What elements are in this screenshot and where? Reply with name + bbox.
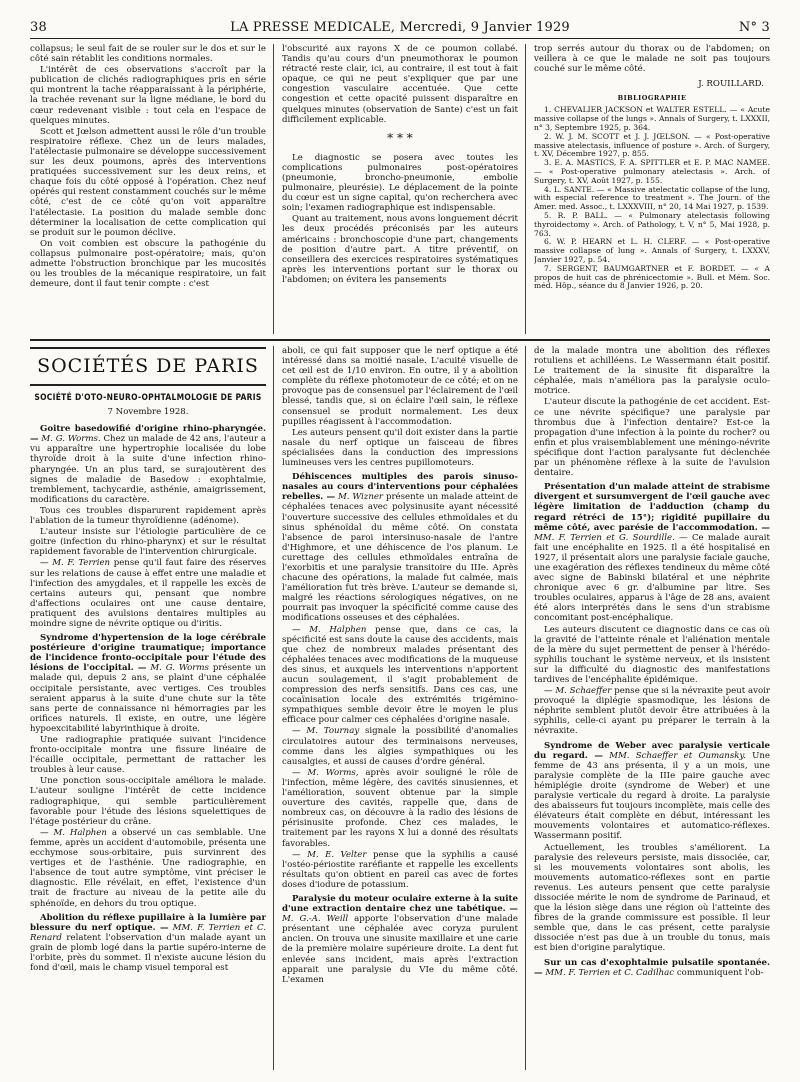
communication: Déhiscences multiples des parois sinuso-nasales au cours d'interventions pour céphalées rebelles. — M. Wizner présente un malade atteint de céphalées tenaces avec polysinusite ayant nécessité l'ouverture successive des cellules ethmoïdales et du sinus sphénoïdal du même côté. On constata l'absence de paroi intersinuso-nasale de l'antre d'Highmore, et une déhiscence de l'os planum. Le curettage des cellules ethmoïdales entraîna de l'exorbitis et une paralysie transitoire du IIIe. Après chacune des opérations, la malade fut calmée, mais l'amélioration fut très brève. L'auteur se demande si, malgré les réactions sérologiques négatives, on ne pourrait pas invoquer la spécificité comme cause des modifications osseuses et des céphalées. (282, 472, 518, 624)
top-column-1 (30, 44, 266, 336)
communication: Abolition du réflexe pupillaire à la lumière par blessure du nerf optique. — MM. F. Terrien et C. Renard relatent l'observation d'un malade ayant un grain de plomb logé dans la partie supéro-interne de l'orbite, près du sommet. Il n'existe aucune lésion du fond d'œil, mais le champ visuel temporal est (30, 912, 266, 974)
bibliography-heading: BIBLIOGRAPHIE (617, 94, 687, 103)
paragraph: l'obscurité aux rayons X de ce poumon collabé. Tandis qu'au cours d'un pneumothorax le poumon rétracté reste clair, ici, au contraire, il est tout à fait opaque, ce qui ne peut s'expliquer que par une congestion vasculaire accentuée. Que cette congestion et cette opacité puissent disparaître en quelques minutes (observation de Sante) c'est un fait difficilement explicable. (282, 44, 518, 125)
column-divider (273, 346, 274, 1070)
session-date: 7 Novembre 1928. (107, 407, 189, 418)
issue-number: N° 3 (738, 20, 770, 35)
communication: Syndrome d'hypertension de la loge cérébrale postérieure d'origine traumatique; importance de l'incidence fronto-occipitale pour l'étude des lésions de l'occipital. — M. G. Worms présente un malade qui, depuis 2 ans, se plaint d'une céphalée occipitale persistante, avec vertiges. Ces troubles seraient apparus à la suite d'une chute sur la tête sans perte de connaissance ni hémorragies par les orifices naturels. Il existe, en outre, une légère hypoexcitabilité labyrinthique à droite. (30, 633, 266, 734)
author: — M. Worms, (292, 767, 359, 778)
author: M. G.-A. Weill (282, 914, 349, 925)
top-column-3 (534, 44, 770, 336)
paragraph: — M. F. Terrien pense qu'il faut faire des réserves sur les relations de cause à effet entre une maladie et l'infection des amygdales, et il rappelle les excès de certains auteurs qui, pensant que nombre d'affections oculaires ont une cause dentaire, pratiquent des avulsions dentaires multiples au moindre signe de névrite optique ou d'iritis. (30, 558, 266, 629)
bibliography-entry: 2. W. J. M. SCOTT et J. J. JŒLSON. — « Post-operative massive atelectasis, influence of posture ». Arch. of Surgery, t. XV, Décembre 1927, p. 855. (534, 131, 770, 159)
communication-title: Syndrome d'hypertension de la loge cérébrale postérieure d'origine traumatique; importance de l'incidence fronto-occipitale pour l'étude des lésions de l'occipital. — (30, 633, 266, 674)
author: M. G. Worms. (41, 434, 101, 445)
paragraph: Une radiographie pratiquée suivant l'incidence fronto-occipitale montra une fissure linéaire de l'écaille occipitale, permettant de rattacher les troubles à leur cause. (30, 735, 266, 776)
bottom-column-3 (534, 346, 770, 1074)
communication: Paralysie du moteur oculaire externe à la suite d'une extraction dentaire chez une tabétique. — M. G.-A. Weill apporte l'observation d'une malade présentant une céphalée avec coryza purulent ancien. On trouva une sinusite maxillaire et une carie de la première molaire supérieure droite. La dent fut enlevée sans incident, mais après l'extraction apparait une paralysie du VIe du même côté. L'examen (282, 893, 518, 985)
author: — M. F. Terrien (40, 558, 111, 569)
author: MM. F. Terrien et C. Cadilhac (545, 967, 675, 978)
communication: Syndrome de Weber avec paralysie verticale du regard. — MM. Schaeffer et Oumansky. Une femme de 43 ans présenta, il y a un mois, une paralysie complète de la IIIe paire gauche avec hémiplégie droite (syndrome de Weber) et une paralysie verticale du regard à droite. La paralysie des abaisseurs fut toujours incomplète, mais celle des élévateurs était complète en début, intéressant les mouvements volontaires et automatico-réflexes. Wassermann positif. (534, 740, 770, 842)
author: — M. Tournay (292, 726, 360, 737)
paragraph: Le diagnostic se posera avec toutes les complications pulmonaires post-opératoires (pneumonie, broncho-pneumonie, embolie pulmonaire, pleurésie). Le déplacement de la pointe du cœur est un signe capital, qu'on recherchera avec soin; l'examen radiographique est indispensable. (282, 152, 518, 214)
paragraph: — M. Schaeffer pense que si la névraxite peut avoir provoqué la diplégie spasmodique, les lésions de néphrite semblent plutôt devoir être attribuées à la syphilis, celle-ci ayant pu préparer le terrain à la névraxite. (534, 686, 770, 737)
communication-title: Déhiscences multiples des parois sinuso-nasales au cours d'interventions pour céphalées rebelles. — (282, 472, 518, 503)
paragraph: Tous ces troubles disparurent rapidement après l'ablation de la tumeur thyroïdienne (adénome). (30, 505, 266, 527)
banner-title: SOCIÉTÉS DE PARIS (37, 355, 259, 377)
top-column-2 (282, 44, 518, 336)
paragraph: Une ponction sous-occipitale améliora le malade. L'auteur souligne l'intérêt de cette incidence radiographique, qui semble particulièrement favorable pour l'étude des lésions squelettiques de l'étage postérieur du crâne. (30, 776, 266, 827)
column-divider (273, 44, 274, 334)
paragraph: — M. E. Velter pense que la syphilis a causé l'ostéo-périostite raréfiante et rappelle les excellents résultats qu'on obtient en pareil cas avec de fortes doses d'iodure de potassium. (282, 849, 518, 890)
page-number: 38 (30, 20, 47, 35)
author: MM. F. Terrien et C. Renard (30, 922, 266, 943)
communication-title: Abolition du réflexe pupillaire à la lumière par blessure du nerf optique. — (30, 912, 266, 933)
column-divider (525, 346, 526, 1070)
paragraph: Quant au traitement, nous avons longuement décrit les deux procédés préconisés par les auteurs américains : bronchoscopie d'une part, changements de position d'autre part. A titre préventif, on conseillera des exercices respiratoires systématiques après les interventions portant sur le thorax ou l'abdomen; on évitera les pansements (282, 214, 518, 285)
section-separator: * * * (387, 130, 413, 145)
author: MM. Schaeffer et Oumansky. (609, 750, 746, 761)
paragraph: — M. Halphen a observé un cas semblable. Une femme, après un accident d'automobile, présenta une ecchymose sous-orbitaire, puis survinrent des vertiges et de l'asthénie. Une radiographie, en l'absence de tout autre symptôme, vint préciser le diagnostic. Elle révélait, en effet, l'existence d'un trait de fracture au niveau de la petite aile du sphénoïde, en dehors du trou optique. (30, 827, 266, 909)
bibliography-entry: 3. E. A. MASTICS, F. A. SPITTLER et E. P. MAC NAMEE. — « Post-operative pulmonary atelectasis ». Arch. of Surgery, t. XV, Août 1927, p. 155. (534, 158, 770, 185)
paragraph: Actuellement, les troubles s'améliorent. La paralysie des releveurs persiste, mais dissociée, car, si les mouvements volontaires sont abolis, les mouvements automatico-réflexes sont en partie revenus. Les auteurs pensent que cette paralysie dissociée mérite le nom de syndrome de Parinaud, et que la lésion siège dans une région où l'atteinte des fibres de la grande commissure est possible. Il leur semble que, dans le cas présent, cette paralysie dissociée n'est pas due à un trouble du tonus, mais est bien d'origine paralytique. (534, 842, 770, 954)
bibliography-entry: 6. W. P. HEARN et L. H. CLERF. — « Post-operative massive collapse of lung ». Annals of Surgery, t. LXXXV, Janvier 1927, p. 54. (534, 237, 770, 265)
communication: Présentation d'un malade atteint de strabisme divergent et sursumvergent de l'œil gauche avec légère limitation de l'adduction (champ du regard rétréci de 15°); rigidité pupillaire du même côté, avec parésie de l'accommodation. — MM. F. Terrien et G. Sourdille. — Ce malade aurait fait une encéphalite en 1925. Il a été hospitalisé en 1927, il présentait alors une paralysie faciale gauche, une exagération des réflexes tendineux du même côté avec signe de Babinski bilatéral et une néphrite chronique avec 6 gr. d'albumine par litre. Ses troubles oculaires, apparus à l'âge de 28 ans, avaient été alors interprétés dans le sens d'un strabisme concomitant post-encéphalique. (534, 482, 770, 624)
author: — M. Halphen (292, 624, 367, 635)
communication-title: Présentation d'un malade atteint de strabisme divergent et sursumvergent de l'œil gauche avec légère limitation de l'adduction (champ du regard rétréci de 15°); rigidité pupillaire du même côté, avec parésie de l'accommodation. — (534, 482, 770, 533)
communication-title: Sur un cas d'exophtalmie pulsatile spontanée. — (534, 957, 770, 978)
paragraph: de la malade montra une abolition des réflexes rotuliens et achilléens. Le Wassermann était positif. Le traitement de la sinusite fit disparaître la céphalée, mais n'améliora pas la paralysie oculo-motrice. (534, 346, 770, 397)
author: MM. F. Terrien et G. Sourdille. (534, 532, 675, 543)
bibliography-entry: 1. CHEVALIER JACKSON et WALTER ESTELL. — « Acute massive collapse of the lungs ». Annals of Surgery, t. LXXXII, n° 3, Septembre 1925, p. 364. (534, 105, 770, 133)
paragraph: Les auteurs discutent ce diagnostic dans ce cas où la gravité de l'atteinte rénale et l'aliénation mentale de la mère du sujet permettent de penser à l'hérédo-syphilis touchant le système nerveux, et ils insistent sur la difficulté du diagnostic des manifestations tardives de l'encéphalite épidémique. (534, 624, 770, 685)
paragraph: trop serrés autour du thorax ou de l'abdomen; on veillera à ce que le malade ne soit pas toujours couché sur le même côté. (534, 44, 770, 75)
paragraph: L'auteur discute la pathogénie de cet accident. Est-ce une névrite spécifique? une paralysie par thrombus due à l'infection dentaire? Est-ce la propagation d'une infection à la pointe du rocher? ou enfin et plus vraisemblablement une méningo-névrite spécifique dont l'action paralysante fut déclenchée par un phénomène réflexe à la suite de l'avulsion dentaire. (534, 397, 770, 479)
article-signature: J. ROUILLARD. (698, 79, 764, 90)
section-divider (30, 339, 770, 341)
paragraph: L'auteur insiste sur l'étiologie particulière de ce goitre (infection du rhino-pharynx) et sur le résultat rapidement favorable de l'intervention chirurgicale. (30, 527, 266, 558)
journal-title: LA PRESSE MEDICALE, Mercredi, 9 Janvier 1929 (230, 20, 570, 35)
paragraph: — M. Worms, après avoir souligné le rôle de l'infection, même légère, des cavités sinusiennes, et l'amélioration, souvent obtenue par la simple ouverture des cavités, rappelle que, dans de nombreux cas, on découvre à la radio des lésions de périsinusite profonde. Chez ces malades, le traitement par les rayons X lui a donné des résultats favorables. (282, 767, 518, 849)
page-header (30, 20, 770, 39)
societes-banner (30, 347, 266, 386)
author: M. G. Worms (150, 663, 209, 674)
paragraph: L'intérêt de ces observations s'accroît par la publication de clichés radiographiques pris en série qui montrent la tache réapparaissant à la périphérie, la trachée revenant sur la ligne médiane, le bord du cœur redevenant visible : tout cela en l'espace de quelques minutes. (30, 65, 266, 126)
communication-title: Paralysie du moteur oculaire externe à la suite d'une extraction dentaire chez une tabétique. — (282, 893, 518, 915)
paragraph: — M. Halphen pense que, dans ce cas, la spécificité est sans doute la cause des accidents, mais que chez de nombreux malades présentant des céphalées tenaces avec modifications de la muqueuse des sinus, et auxquels les interventions n'apportent aucun soulagement, il s'agit probablement de compression des nerfs sensitifs. Dans ces cas, une cocaïnisation locale des extrémités trigémino-sympathiques semble devoir être le moyen le plus efficace pour calmer ces céphalées d'origine nasale. (282, 624, 518, 726)
communication: Sur un cas d'exophtalmie pulsatile spontanée. — MM. F. Terrien et C. Cadilhac communiquent l'ob- (534, 957, 770, 978)
author: — M. Halphen (40, 827, 107, 838)
paragraph: collapsus; le seul fait de se rouler sur le dos et sur le côté sain rétablit les conditions normales. (30, 44, 266, 65)
bibliography-entry: 7. SERGENT, BAUMGARTNER et F. BORDET. — « A propos de huit cas de phrénicectomie ». Bull. et Mém. Soc. méd. Hôp., séance du 8 Janvier 1926, p. 20. (534, 263, 770, 291)
society-name: SOCIÉTÉ D'OTO-NEURO-OPHTALMOLOGIE DE PARIS (34, 392, 262, 402)
communication-title: Syndrome de Weber avec paralysie verticale du regard. — (534, 740, 770, 761)
author: — M. Schaeffer (544, 686, 612, 697)
bottom-column-2 (282, 346, 518, 1074)
paragraph: Scott et Jœlson admettent aussi le rôle d'un trouble respiratoire réflexe. Chez un de leurs malades, l'atélectasie pulmonaire se développe successivement sur les deux poumons, après des interventions pratiquées successivement sur les deux reins, et chaque fois du côté opposé à l'opération. Chez neuf opérés qui restent constamment couchés sur le même côté, c'est de ce côté qu'on voit apparaître l'atélectasie. La position du malade semble donc déterminer la localisation de cette complication qui se produit sur le poumon déclive. (30, 126, 266, 238)
bibliography-entry: 4. L. SANTE. — « Massive atelectatic collapse of the lung, with especial reference to treatment ». The Journ. of the Amer. med. Assoc., t. LXXXVIII, n° 20, 14 Mai 1927, p. 1539. (534, 184, 770, 212)
communication-title: Goitre basedowifié d'origine rhino-pharyngée. — (30, 424, 266, 445)
paragraph: — M. Tournay signale la possibilité d'anomalies circulatoires autour des terminaisons nerveuses, comme dans les algies sympathiques ou les causalgies, et aussi de causes d'ordre général. (282, 726, 518, 767)
paragraph: On voit combien est obscure la pathogénie du collapsus pulmonaire post-opératoire; mais, qu'on admette l'obstruction bronchique par les mucosités ou les troubles de la mécanique respiratoire, un fait demeure, dont il faut tenir compte : c'est (30, 238, 266, 290)
bibliography-entry: 5. R. P. BALL. — « Pulmonary atelectasis following thyroidectomy ». Arch. of Pathology, t. V, n° 5, Mai 1928, p. 763. (534, 211, 770, 238)
author: — M. E. Velter (292, 849, 367, 860)
paragraph: Les auteurs pensent qu'il doit exister dans la partie nasale du nerf optique un faisceau de fibres spécialisées dans la conduction des impressions lumineuses vers les centres pupillomoteurs. (282, 427, 518, 469)
bottom-column-1 (30, 346, 266, 1074)
author: M. Wizner (337, 492, 384, 503)
communication: Goitre basedowifié d'origine rhino-pharyngée. — M. G. Worms. Chez un malade de 42 ans, l'auteur a vu apparaître une hypertrophie localisée du lobe thyroïde droit à la suite d'une infection rhino-pharyngée. Un an plus tard, se surajoutèrent des signes de maladie de Basedow : exophtalmie, tremblement, tachycardie, asthénie, amaigrissement, modifications du caractère. (30, 424, 266, 505)
paragraph: aboli, ce qui fait supposer que le nerf optique a été intéressé dans sa moitié nasale. L'acuité visuelle de cet œil est de 1/10 environ. En outre, il y a abolition complète du réflexe photomoteur de ce côté; et on ne provoque pas de consensuel par l'éclairement de l'œil blessé, tandis que, si on éclaire l'œil sain, le réflexe consensuel se produit normalement. Les deux pupilles réagissent à l'accommodation. (282, 346, 518, 427)
column-divider (525, 44, 526, 334)
